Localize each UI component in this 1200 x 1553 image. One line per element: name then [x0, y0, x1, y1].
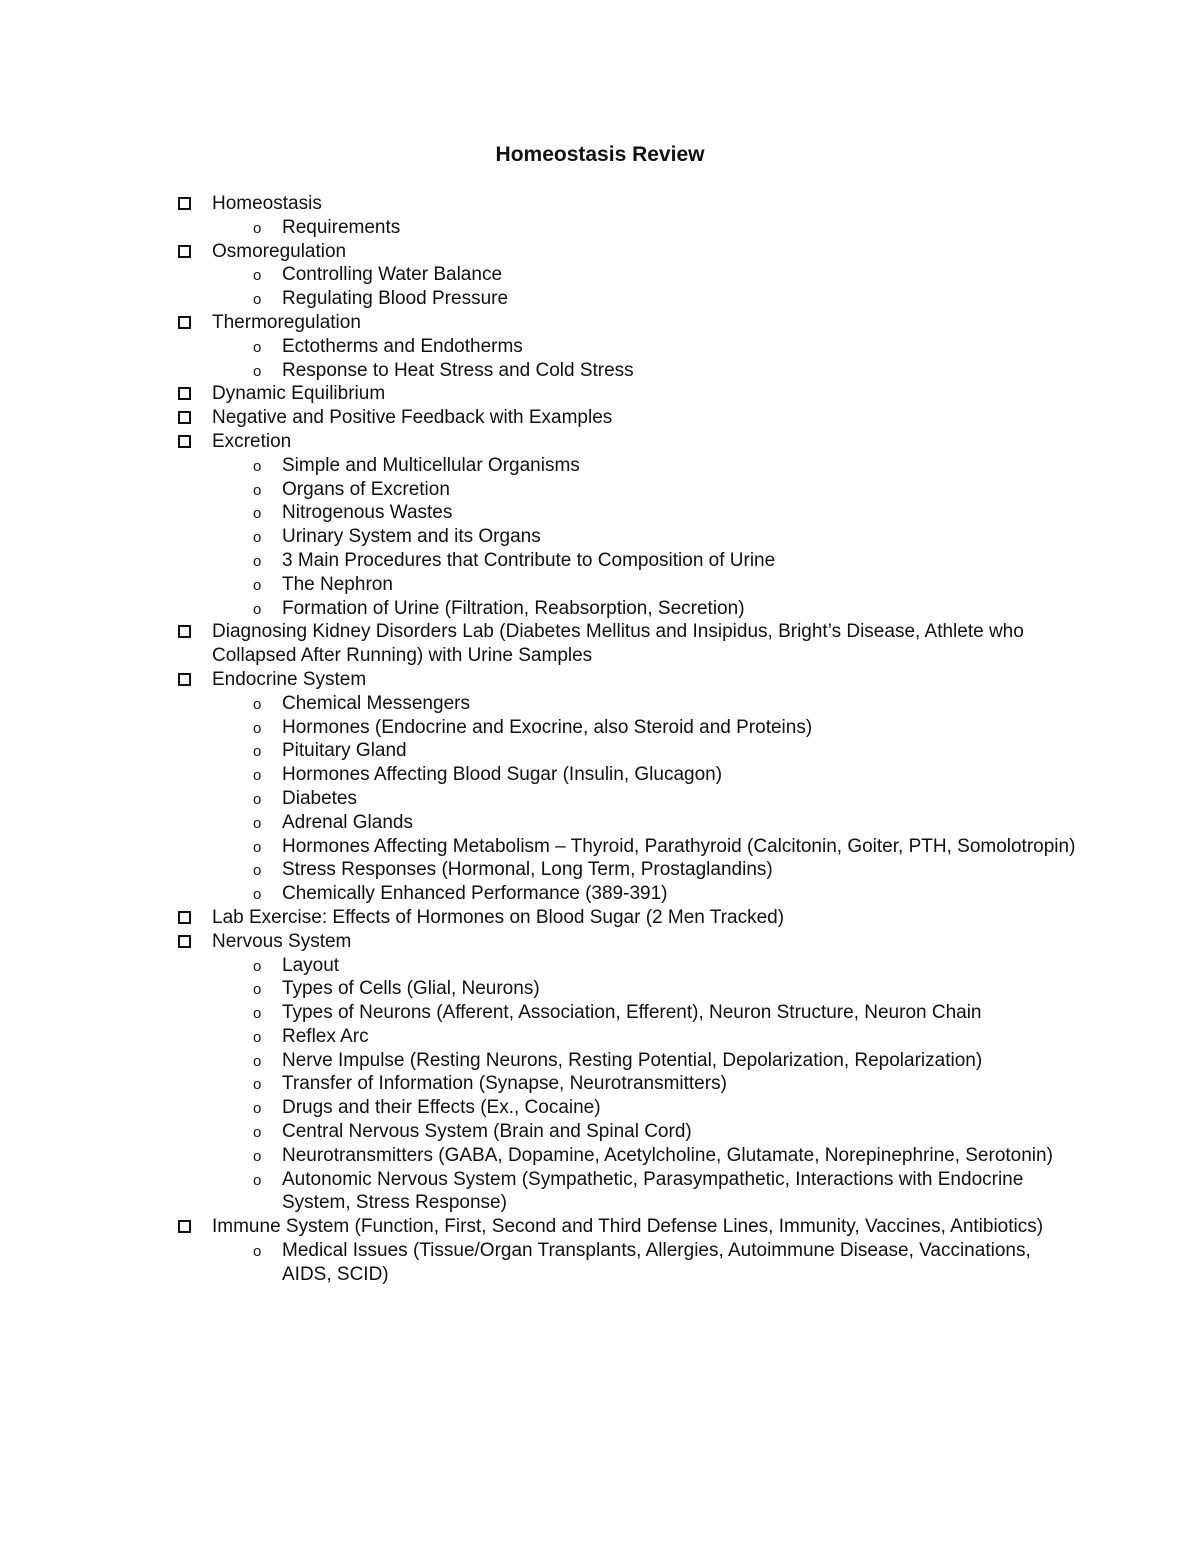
checklist-item-label: Excretion — [212, 430, 292, 452]
subtopic-label: Drugs and their Effects (Ex., Cocaine) — [282, 1097, 601, 1119]
square-checkbox-icon — [178, 625, 191, 638]
subtopic-label: Types of Neurons (Afferent, Association, Efferent), Neuron Structure, Neuron Chain — [282, 1002, 982, 1024]
circle-bullet-icon: o — [253, 1124, 262, 1142]
square-checkbox-icon — [178, 435, 191, 448]
square-checkbox-icon — [178, 387, 191, 400]
subtopic-label: Stress Responses (Hormonal, Long Term, Prostaglandins) — [282, 859, 773, 881]
subtopic-item — [178, 1239, 1078, 1287]
subtopic-list — [178, 216, 1078, 240]
subtopic-label: Ectotherms and Endotherms — [282, 335, 523, 357]
circle-bullet-icon: o — [253, 481, 262, 499]
circle-bullet-icon: o — [253, 267, 262, 285]
checklist-item-label: Nervous System — [212, 930, 352, 952]
subtopic-label: Organs of Excretion — [282, 478, 450, 500]
square-checkbox-icon — [178, 935, 191, 948]
circle-bullet-icon: o — [253, 862, 262, 880]
subtopic-label: Reflex Arc — [282, 1025, 369, 1047]
circle-bullet-icon: o — [253, 886, 262, 904]
circle-bullet-icon: o — [253, 695, 262, 713]
subtopic-label: Nerve Impulse (Resting Neurons, Resting Potential, Depolarization, Repolarization) — [282, 1049, 983, 1071]
checklist-item-label: Dynamic Equilibrium — [212, 383, 386, 405]
subtopic-item — [178, 263, 1078, 287]
checklist-item — [178, 406, 1078, 430]
circle-bullet-icon: o — [253, 600, 262, 618]
circle-bullet-icon: o — [253, 1243, 262, 1261]
subtopic-label: Transfer of Information (Synapse, Neurotransmitters) — [282, 1073, 727, 1095]
circle-bullet-icon: o — [253, 505, 262, 523]
circle-bullet-icon: o — [253, 743, 262, 761]
square-checkbox-icon — [178, 316, 191, 329]
subtopic-item — [178, 1096, 1078, 1120]
subtopic-item — [178, 763, 1078, 787]
subtopic-label: Medical Issues (Tissue/Organ Transplants, Allergies, Autoimmune Disease, Vaccinations, AIDS, SCID) — [282, 1240, 1031, 1285]
circle-bullet-icon: o — [253, 338, 262, 356]
topic-checklist — [178, 192, 1078, 1287]
subtopic-list — [178, 335, 1078, 383]
subtopic-label: Pituitary Gland — [282, 740, 407, 762]
subtopic-item — [178, 858, 1078, 882]
subtopic-item — [178, 787, 1078, 811]
subtopic-item — [178, 1049, 1078, 1073]
subtopic-item — [178, 359, 1078, 383]
subtopic-label: Requirements — [282, 216, 401, 238]
checklist-item — [178, 240, 1078, 264]
circle-bullet-icon: o — [253, 719, 262, 737]
square-checkbox-icon — [178, 1220, 191, 1233]
subtopic-item — [178, 573, 1078, 597]
checklist-item — [178, 668, 1078, 692]
circle-bullet-icon: o — [253, 1005, 262, 1023]
subtopic-label: Hormones Affecting Blood Sugar (Insulin, Glucagon) — [282, 764, 723, 786]
subtopic-item — [178, 739, 1078, 763]
checklist-item-label: Diagnosing Kidney Disorders Lab (Diabetes Mellitus and Insipidus, Bright’s Disease, Athlete who Collapsed After Running) with Urine Samples — [212, 621, 1024, 667]
circle-bullet-icon: o — [253, 1028, 262, 1046]
subtopic-label: Layout — [282, 954, 340, 976]
subtopic-item — [178, 501, 1078, 525]
circle-bullet-icon: o — [253, 767, 262, 785]
square-checkbox-icon — [178, 911, 191, 924]
subtopic-label: 3 Main Procedures that Contribute to Composition of Urine — [282, 549, 776, 571]
subtopic-item — [178, 216, 1078, 240]
subtopic-label: Nitrogenous Wastes — [282, 502, 453, 524]
subtopic-label: Hormones Affecting Metabolism – Thyroid, Parathyroid (Calcitonin, Goiter, PTH, Somolotropin) — [282, 835, 1076, 857]
circle-bullet-icon: o — [253, 552, 262, 570]
checklist-item-label: Thermoregulation — [212, 311, 361, 333]
subtopic-label: Neurotransmitters (GABA, Dopamine, Acetylcholine, Glutamate, Norepinephrine, Serotonin) — [282, 1144, 1053, 1166]
subtopic-item — [178, 597, 1078, 621]
checklist-item — [178, 906, 1078, 930]
square-checkbox-icon — [178, 411, 191, 424]
subtopic-label: Formation of Urine (Filtration, Reabsorption, Secretion) — [282, 597, 745, 619]
checklist-item — [178, 311, 1078, 335]
checklist-item — [178, 1215, 1078, 1239]
subtopic-item — [178, 525, 1078, 549]
square-checkbox-icon — [178, 245, 191, 258]
checklist-item — [178, 430, 1078, 454]
subtopic-item — [178, 811, 1078, 835]
subtopic-item — [178, 1144, 1078, 1168]
subtopic-item — [178, 1168, 1078, 1216]
checklist-item — [178, 620, 1078, 668]
circle-bullet-icon: o — [253, 814, 262, 832]
subtopic-item — [178, 1025, 1078, 1049]
subtopic-label: Chemically Enhanced Performance (389-391) — [282, 883, 668, 905]
square-checkbox-icon — [178, 673, 191, 686]
subtopic-label: Regulating Blood Pressure — [282, 288, 509, 310]
square-checkbox-icon — [178, 197, 191, 210]
checklist-item-label: Immune System (Function, First, Second and Third Defense Lines, Immunity, Vaccines, Antibiotics) — [212, 1216, 1044, 1238]
circle-bullet-icon: o — [253, 1100, 262, 1118]
subtopic-item — [178, 549, 1078, 573]
checklist-item — [178, 382, 1078, 406]
subtopic-label: Urinary System and its Organs — [282, 526, 541, 548]
subtopic-label: The Nephron — [282, 573, 393, 595]
subtopic-label: Adrenal Glands — [282, 811, 413, 833]
circle-bullet-icon: o — [253, 790, 262, 808]
circle-bullet-icon: o — [253, 1147, 262, 1165]
subtopic-label: Autonomic Nervous System (Sympathetic, Parasympathetic, Interactions with Endocrine System, Stress Response) — [282, 1168, 1024, 1214]
circle-bullet-icon: o — [253, 291, 262, 309]
subtopic-list — [178, 954, 1078, 1216]
checklist-item — [178, 192, 1078, 216]
subtopic-list — [178, 454, 1078, 621]
subtopic-item — [178, 882, 1078, 906]
subtopic-label: Response to Heat Stress and Cold Stress — [282, 359, 634, 381]
circle-bullet-icon: o — [253, 219, 262, 237]
subtopic-list — [178, 1239, 1078, 1287]
circle-bullet-icon: o — [253, 981, 262, 999]
subtopic-item — [178, 692, 1078, 716]
subtopic-item — [178, 954, 1078, 978]
checklist-item-label: Lab Exercise: Effects of Hormones on Blood Sugar (2 Men Tracked) — [212, 906, 785, 928]
subtopic-item — [178, 478, 1078, 502]
circle-bullet-icon: o — [253, 457, 262, 475]
circle-bullet-icon: o — [253, 529, 262, 547]
subtopic-item — [178, 1072, 1078, 1096]
checklist-item-label: Homeostasis — [212, 193, 322, 214]
subtopic-label: Central Nervous System (Brain and Spinal Cord) — [282, 1121, 692, 1143]
subtopic-item — [178, 454, 1078, 478]
subtopic-item — [178, 977, 1078, 1001]
subtopic-label: Simple and Multicellular Organisms — [282, 454, 580, 476]
circle-bullet-icon: o — [253, 1052, 262, 1070]
subtopic-label: Diabetes — [282, 787, 357, 809]
circle-bullet-icon: o — [253, 838, 262, 856]
circle-bullet-icon: o — [253, 957, 262, 975]
checklist-item-label: Osmoregulation — [212, 240, 347, 262]
checklist-item-label: Negative and Positive Feedback with Examples — [212, 407, 613, 429]
subtopic-item — [178, 716, 1078, 740]
subtopic-item — [178, 1001, 1078, 1025]
subtopic-list — [178, 692, 1078, 906]
checklist-item-label: Endocrine System — [212, 668, 367, 690]
subtopic-item — [178, 1120, 1078, 1144]
circle-bullet-icon: o — [253, 362, 262, 380]
subtopic-label: Hormones (Endocrine and Exocrine, also Steroid and Proteins) — [282, 716, 813, 738]
subtopic-item — [178, 287, 1078, 311]
circle-bullet-icon: o — [253, 1076, 262, 1094]
subtopic-item — [178, 335, 1078, 359]
circle-bullet-icon: o — [253, 576, 262, 594]
subtopic-label: Controlling Water Balance — [282, 264, 503, 286]
checklist-item — [178, 930, 1078, 954]
page-title: Homeostasis Review — [495, 143, 705, 166]
circle-bullet-icon: o — [253, 1171, 262, 1189]
subtopic-label: Chemical Messengers — [282, 692, 470, 714]
subtopic-item — [178, 835, 1078, 859]
subtopic-label: Types of Cells (Glial, Neurons) — [282, 978, 540, 1000]
subtopic-list — [178, 263, 1078, 311]
